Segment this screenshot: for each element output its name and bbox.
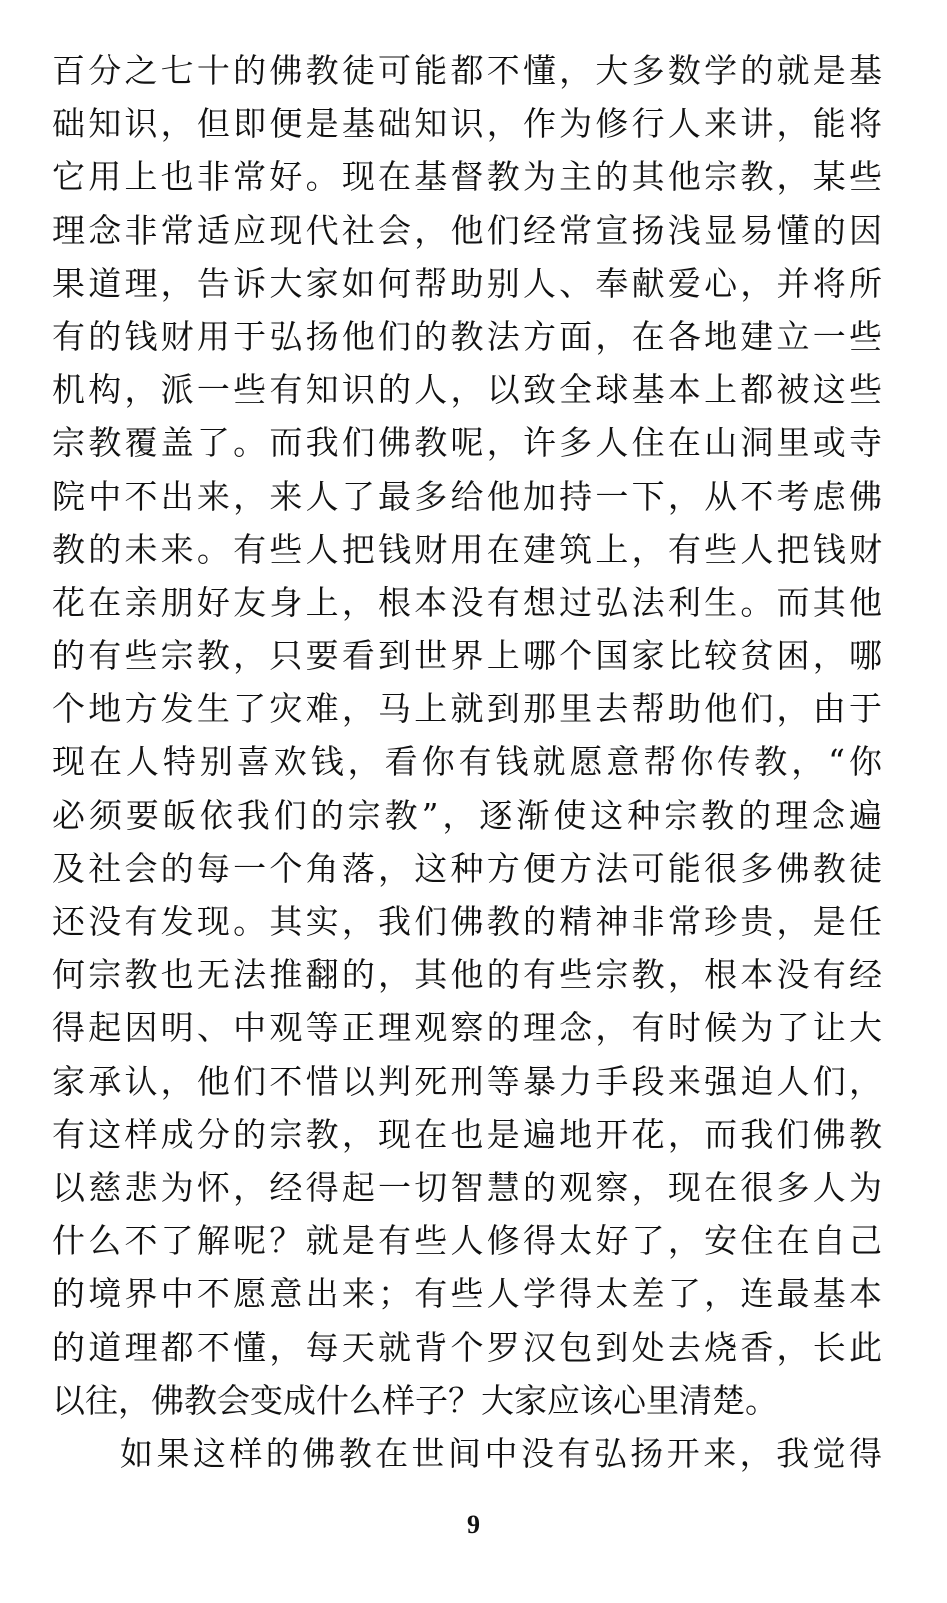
text-line: 现在人特别喜欢钱，看你有钱就愿意帮你传教，“你	[52, 742, 882, 782]
text-line: 以慈悲为怀，经得起一切智慧的观察，现在很多人为	[52, 1167, 882, 1207]
text-line: 的道理都不懂，每天就背个罗汉包到处去烧香，长此	[52, 1327, 882, 1367]
text-line: 何宗教也无法推翻的，其他的有些宗教，根本没有经	[52, 955, 882, 995]
text-line: 花在亲朋好友身上，根本没有想过弘法利生。而其他	[52, 582, 882, 622]
paragraph-end-line: 以往，佛教会变成什么样子？大家应该心里清楚。	[52, 1380, 778, 1420]
text-line: 果道理，告诉大家如何帮助别人、奉献爱心，并将所	[52, 263, 882, 303]
body-text	[52, 44, 882, 1480]
text-line: 理念非常适应现代社会，他们经常宣扬浅显易懂的因	[52, 210, 882, 250]
text-line: 的有些宗教，只要看到世界上哪个国家比较贫困，哪	[52, 636, 882, 676]
text-line: 百分之七十的佛教徒可能都不懂，大多数学的就是基	[52, 51, 882, 90]
page-number: 9	[467, 1510, 480, 1539]
text-line: 有这样成分的宗教，现在也是遍地开花，而我们佛教	[52, 1114, 882, 1154]
text-line: 础知识，但即便是基础知识，作为修行人来讲，能将	[52, 104, 882, 144]
text-line: 及社会的每一个角落，这种方便方法可能很多佛教徒	[52, 848, 882, 888]
text-line: 必须要皈依我们的宗教”，逐渐使这种宗教的理念遍	[52, 795, 882, 835]
text-line: 得起因明、中观等正理观察的理念，有时候为了让大	[52, 1008, 882, 1048]
text-line: 教的未来。有些人把钱财用在建筑上，有些人把钱财	[52, 529, 882, 569]
text-line: 它用上也非常好。现在基督教为主的其他宗教，某些	[52, 157, 882, 197]
text-line: 个地方发生了灾难，马上就到那里去帮助他们，由于	[52, 689, 882, 729]
text-line: 还没有发现。其实，我们佛教的精神非常珍贵，是任	[52, 902, 882, 941]
paragraph-start-line: 如果这样的佛教在世间中没有弘扬开来，我觉得	[120, 1433, 882, 1473]
text-line: 家承认，他们不惜以判死刑等暴力手段来强迫人们，	[52, 1061, 882, 1101]
text-line: 机构，派一些有知识的人，以致全球基本上都被这些	[52, 370, 882, 410]
text-line: 什么不了解呢？就是有些人修得太好了，安住在自己	[52, 1221, 882, 1261]
text-line: 宗教覆盖了。而我们佛教呢，许多人住在山洞里或寺	[52, 423, 882, 463]
text-line: 的境界中不愿意出来；有些人学得太差了，连最基本	[52, 1274, 882, 1314]
text-line: 有的钱财用于弘扬他们的教法方面，在各地建立一些	[52, 316, 882, 356]
text-line: 院中不出来，来人了最多给他加持一下，从不考虑佛	[52, 476, 882, 516]
